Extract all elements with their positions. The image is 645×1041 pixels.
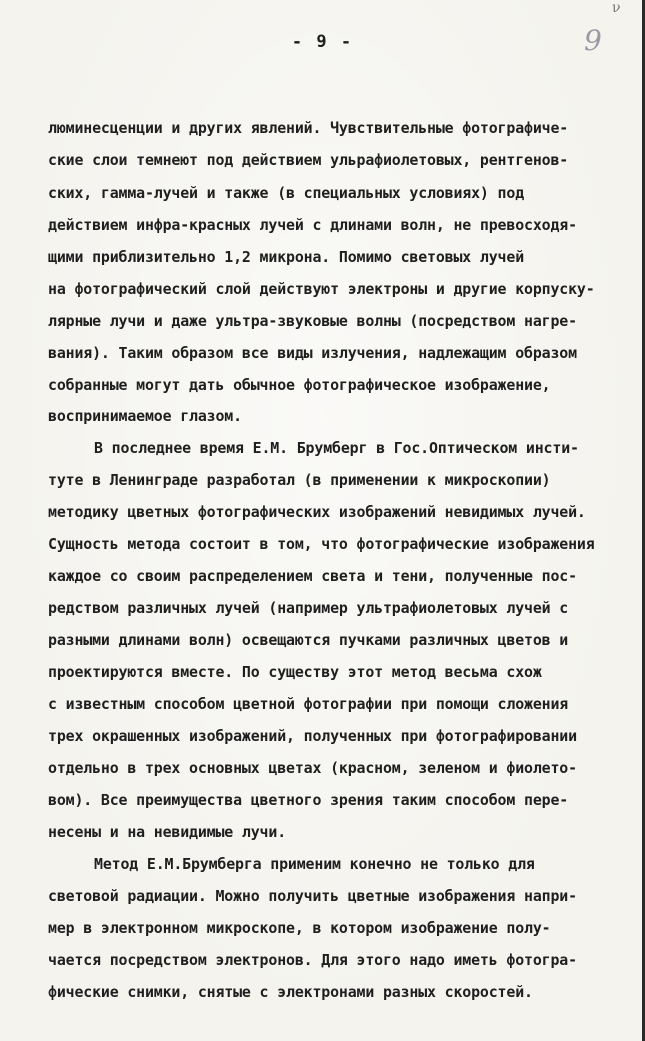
paragraph-first-line: Метод Е.М.Брумберга применим конечно не только для	[94, 855, 535, 873]
text-line: туте в Ленинграде разработал (в применении к микроскопии)	[48, 471, 551, 489]
text-line: на фотографический слой действуют электроны и другие корпуску-	[48, 280, 595, 298]
text-line: редством различных лучей (например ультрафиолетовых лучей с	[48, 599, 569, 617]
text-line: несены и на невидимые лучи.	[48, 823, 287, 841]
text-line: проектируются вместе. По существу этот метод весьма схож	[48, 663, 542, 681]
text-line: отдельно в трех основных цветах (красном, зеленом и фиолето-	[48, 759, 577, 777]
text-line: с известным способом цветной фотографии при помощи сложения	[48, 695, 569, 713]
text-line: люминесценции и других явлений. Чувствительные фотографиче-	[48, 119, 569, 137]
text-line: методику цветных фотографических изображений невидимых лучей.	[48, 503, 586, 521]
text-line: разными длинами волн) освещаются пучками различных цветов и	[48, 631, 569, 649]
text-line: вания). Таким образом все виды излучения, надлежащим образом	[48, 344, 577, 362]
text-line: мер в электронном микроскопе, в котором изображение полу-	[48, 919, 551, 937]
text-line: ских, гамма-лучей и также (в специальных условиях) под	[48, 184, 525, 202]
text-line: воспринимаемое глазом.	[48, 407, 242, 425]
handwritten-page-number: 9	[584, 24, 602, 57]
text-line: действием инфра-красных лучей с длинами волн, не превосходя-	[48, 216, 577, 234]
page-number: - 9 -	[291, 32, 354, 52]
text-line: вом). Все преимущества цветного зрения таким способом пере-	[48, 791, 569, 809]
text-line: Сущность метода состоит в том, что фотографические изображения	[48, 535, 595, 553]
text-line: фические снимки, снятые с электронами разных скоростей.	[48, 983, 533, 1001]
text-line: лярные лучи и даже ультра-звуковые волны (посредством нагре-	[48, 312, 577, 330]
text-line: собранные могут дать обычное фотографическое изображение,	[48, 376, 551, 394]
corner-mark: ν	[612, 0, 621, 16]
paragraph-first-line: В последнее время Е.М. Брумберг в Гос.Оптическом инсти-	[94, 439, 579, 457]
text-line: чается посредством электронов. Для этого надо иметь фотогра-	[48, 951, 577, 969]
text-line: трех окрашенных изображений, полученных при фотографировании	[48, 727, 577, 745]
text-line: ские слои темнеют под действием ульрафиолетовых, рентгенов-	[48, 151, 569, 169]
text-line: щими приблизительно 1,2 микрона. Помимо световых лучей	[48, 248, 525, 266]
text-line: световой радиации. Можно получить цветные изображения напри-	[48, 887, 577, 905]
text-line: каждое со своим распределением света и тени, полученные пос-	[48, 567, 577, 585]
